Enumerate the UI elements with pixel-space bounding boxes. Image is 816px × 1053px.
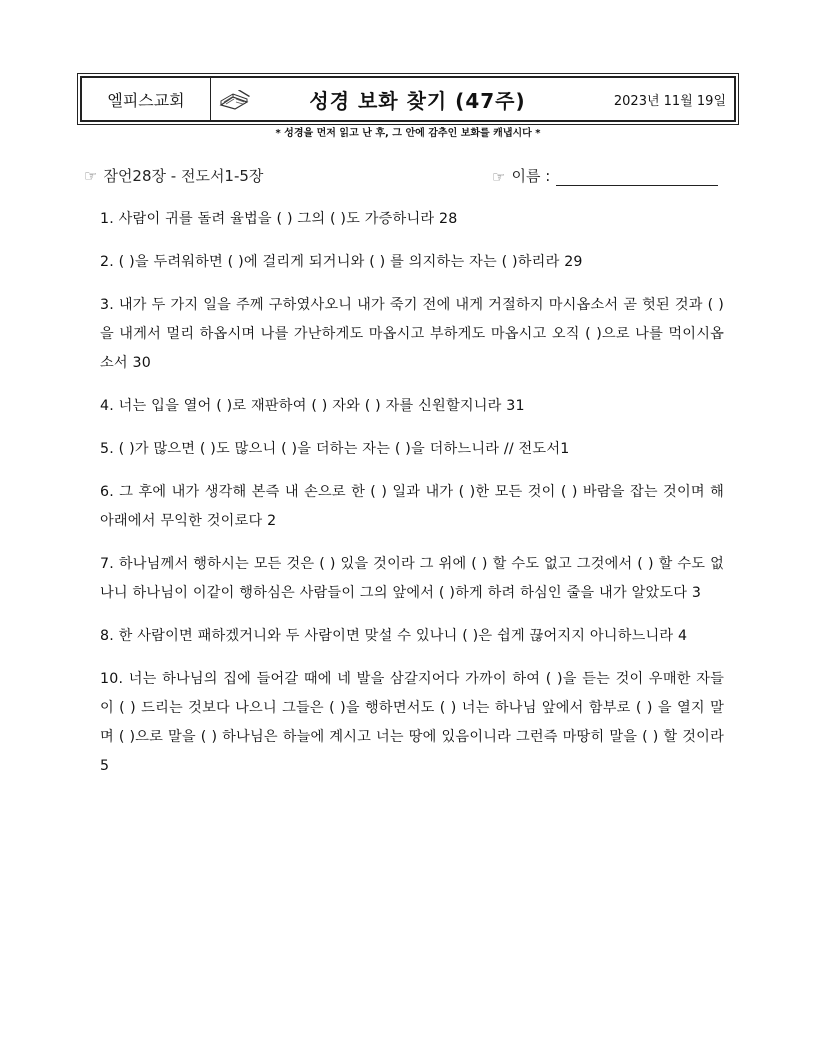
question-7: 7. 하나님께서 행하시는 모든 것은 ( ) 있을 것이라 그 위에 ( ) 할 수도 없고 그것에서 ( ) 할 수도 없나니 하나님이 이같이 행하심은 사람들이 그의 앞에서 ( )하게 하려 하심인 줄을 내가 알았도다 3 xyxy=(100,556,724,601)
church-name: 엘피스교회 xyxy=(82,78,211,120)
question-5: 5. ( )가 많으면 ( )도 많으니 ( )을 더하는 자는 ( )을 더하느니라 // 전도서1 xyxy=(100,441,570,457)
question-2: 2. ( )을 두려워하면 ( )에 걸리게 되거니와 ( ) 를 의지하는 자는 ( )하리라 29 xyxy=(100,254,583,270)
name-field xyxy=(492,165,718,186)
question-4: 4. 너는 입을 열어 ( )로 재판하여 ( ) 자와 ( ) 자를 신원할지니라 31 xyxy=(100,398,525,414)
question-8: 8. 한 사람이면 패하겠거니와 두 사람이면 맞설 수 있나니 ( )은 쉽게 끊어지지 아니하느니라 4 xyxy=(100,628,688,644)
question-6: 6. 그 후에 내가 생각해 본즉 내 손으로 한 ( ) 일과 내가 ( )한 모든 것이 ( ) 바람을 잡는 것이며 해 아래에서 무익한 것이로다 2 xyxy=(100,484,724,529)
reading-text: 잠언28장 - 전도서1-5장 xyxy=(103,167,264,185)
instruction-text: * 성경을 먼저 읽고 난 후, 그 안에 감추인 보화를 캐냅시다 * xyxy=(275,128,541,139)
book-pen-icon xyxy=(211,87,259,111)
page-title: 성경 보화 찾기 (47주) xyxy=(309,88,526,113)
pointing-hand-icon: ☞ xyxy=(492,168,506,186)
book-pen-icon-svg xyxy=(218,87,252,111)
name-label: 이름 : xyxy=(511,167,551,185)
pointing-hand-icon: ☞ xyxy=(84,167,98,185)
question-list xyxy=(100,205,724,795)
question-1: 1. 사람이 귀를 돌려 율법을 ( ) 그의 ( )도 가증하니라 28 xyxy=(100,211,458,227)
name-blank-line[interactable] xyxy=(556,167,718,186)
date: 2023년 11월 19일 xyxy=(613,93,726,109)
question-3: 3. 내가 두 가지 일을 주께 구하였사오니 내가 죽기 전에 내게 거절하지 마시옵소서 곧 헛된 것과 ( )을 내게서 멀리 하옵시며 나를 가난하게도 마옵시고 부하게도 마옵시고 오직 ( )으로 나를 먹이시옵소서 30 xyxy=(100,297,725,371)
reading-range xyxy=(84,165,263,186)
question-10: 10. 너는 하나님의 집에 들어갈 때에 네 발을 삼갈지어다 가까이 하여 ( )을 듣는 것이 우매한 자들이 ( ) 드리는 것보다 나으니 그들은 ( )을 행하면서도 ( ) 너는 하나님 앞에서 함부로 ( ) 을 열지 말며 ( )으로 말을 ( ) 하나님은 하늘에 계시고 너는 땅에 있음이니라 그런즉 마땅히 말을 ( ) 할 것이라 5 xyxy=(100,671,724,774)
header-box xyxy=(80,76,736,122)
